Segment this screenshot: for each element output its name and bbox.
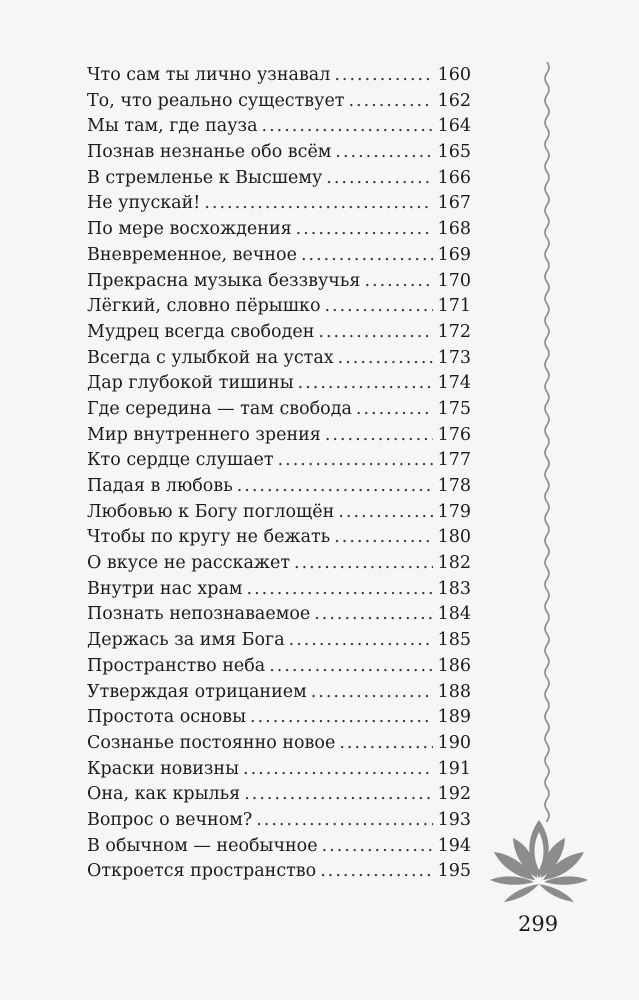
toc-entry-page: 182 <box>437 553 471 574</box>
toc-entry-page: 174 <box>437 373 471 394</box>
toc-entry <box>87 656 471 682</box>
lotus-icon <box>484 812 594 907</box>
toc-entry <box>87 707 471 733</box>
toc-entry-title: Познав незнанье обо всём <box>87 142 332 163</box>
toc-entry <box>87 630 471 656</box>
toc-entry-title: Пространство неба <box>87 655 266 676</box>
toc-entry <box>87 399 471 425</box>
toc-entry <box>87 784 471 810</box>
dot-leader <box>256 810 433 830</box>
toc-entry-page: 165 <box>437 142 471 163</box>
toc-entry-title: Вневременное, вечное <box>87 244 297 265</box>
toc-entry <box>87 296 471 322</box>
dot-leader <box>250 707 433 727</box>
toc-entry <box>87 450 471 476</box>
dot-leader <box>311 682 433 702</box>
toc-entry-title: Дар глубокой тишины <box>87 373 294 394</box>
toc-entry <box>87 193 471 219</box>
toc-entry-title: То, что реально существует <box>87 90 345 111</box>
toc-entry-title: Мы там, где пауза <box>87 116 258 137</box>
toc-entry-page: 169 <box>437 244 471 265</box>
dot-leader <box>326 168 433 188</box>
dot-leader <box>247 579 433 599</box>
toc-entry-title: По мере восхождения <box>87 219 292 240</box>
dot-leader <box>339 733 433 753</box>
toc-entry-title: Сознанье постоянно новое <box>87 732 336 753</box>
toc-entry-page: 188 <box>437 681 471 702</box>
toc-entry-page: 177 <box>437 450 471 471</box>
dot-leader <box>237 476 433 496</box>
dot-leader <box>325 425 433 445</box>
toc-entry-page: 179 <box>437 501 471 522</box>
toc-entry <box>87 682 471 708</box>
toc-entry <box>87 861 471 887</box>
toc-entry-title: Прекрасна музыка беззвучья <box>87 270 361 291</box>
toc-entry-page: 162 <box>437 90 471 111</box>
toc-entry-title: Всегда с улыбкой на устах <box>87 347 334 368</box>
dot-leader <box>356 399 433 419</box>
dot-leader <box>243 759 433 779</box>
toc-entry-page: 193 <box>437 809 471 830</box>
dot-leader <box>298 373 433 393</box>
toc-entry-page: 195 <box>437 861 471 882</box>
toc-entry-title: Мир внутреннего зрения <box>87 424 321 445</box>
toc-entry <box>87 527 471 553</box>
dot-leader <box>204 193 433 213</box>
toc-entry-page: 183 <box>437 578 471 599</box>
toc-entry <box>87 219 471 245</box>
dot-leader <box>296 219 433 239</box>
toc-entry-title: Лёгкий, словно пёрышко <box>87 296 321 317</box>
toc-entry-page: 166 <box>437 167 471 188</box>
dot-leader <box>348 91 433 111</box>
toc-entry-page: 171 <box>437 296 471 317</box>
toc-entry <box>87 271 471 297</box>
toc-entry <box>87 65 471 91</box>
toc-entry-title: Краски новизны <box>87 758 239 779</box>
dot-leader <box>262 116 434 136</box>
toc-entry-page: 173 <box>437 347 471 368</box>
toc-entry-page: 184 <box>437 604 471 625</box>
toc-entry-title: О вкусе не расскажет <box>87 553 291 574</box>
toc-entry <box>87 836 471 862</box>
toc-entry-title: Падая в любовь <box>87 476 233 496</box>
toc-entry-title: Внутри нас храм <box>87 578 243 599</box>
toc-entry-page: 191 <box>437 758 471 779</box>
dot-leader <box>364 271 433 291</box>
dot-leader <box>338 502 433 522</box>
toc-entry-page: 194 <box>437 835 471 856</box>
toc-entry <box>87 425 471 451</box>
toc-entry-title: В обычном — необычное <box>87 835 318 856</box>
toc-entry-title: Вопрос о вечном? <box>87 809 253 830</box>
dot-leader <box>324 296 433 316</box>
toc-entry-title: Чтобы по кругу не бежать <box>87 527 331 548</box>
toc-entry-page: 178 <box>437 476 471 496</box>
toc-entry-page: 170 <box>437 270 471 291</box>
toc-entry-page: 172 <box>437 321 471 342</box>
toc-entry-page: 186 <box>437 655 471 676</box>
toc-entry <box>87 476 471 502</box>
toc-entry <box>87 245 471 271</box>
toc-entry <box>87 810 471 836</box>
toc-entry-page: 167 <box>437 193 471 214</box>
toc-entry-page: 185 <box>437 630 471 651</box>
toc-entry-title: Где середина — там свобода <box>87 398 352 419</box>
dot-leader <box>294 553 433 573</box>
table-of-contents <box>87 65 471 887</box>
dot-leader <box>301 245 433 265</box>
toc-entry-title: Откроется пространство <box>87 861 317 882</box>
toc-entry-page: 192 <box>437 784 471 805</box>
dot-leader <box>334 65 433 85</box>
toc-entry <box>87 91 471 117</box>
dot-leader <box>334 527 433 547</box>
toc-entry <box>87 733 471 759</box>
toc-entry <box>87 553 471 579</box>
toc-entry-page: 160 <box>437 65 471 85</box>
toc-entry <box>87 322 471 348</box>
toc-entry-title: Мудрец всегда свободен <box>87 321 315 342</box>
toc-entry-page: 176 <box>437 424 471 445</box>
toc-entry-title: Познать непознаваемое <box>87 604 311 625</box>
toc-entry <box>87 142 471 168</box>
toc-entry-title: Не упускай! <box>87 193 201 214</box>
wavy-divider <box>538 62 556 822</box>
toc-entry <box>87 579 471 605</box>
dot-leader <box>322 836 433 856</box>
toc-entry <box>87 502 471 528</box>
toc-entry <box>87 168 471 194</box>
dot-leader <box>318 322 433 342</box>
toc-entry-title: Простота основы <box>87 707 247 728</box>
toc-entry-title: Держась за имя Бога <box>87 630 285 651</box>
toc-entry-title: В стремленье к Высшему <box>87 167 323 188</box>
toc-entry-title: Кто сердце слушает <box>87 450 274 471</box>
dot-leader <box>335 142 433 162</box>
toc-entry-page: 175 <box>437 398 471 419</box>
toc-entry <box>87 348 471 374</box>
page-number: 299 <box>518 912 559 936</box>
toc-entry-title: Она, как крылья <box>87 784 241 805</box>
dot-leader <box>338 348 433 368</box>
dot-leader <box>314 604 433 624</box>
dot-leader <box>289 630 433 650</box>
toc-entry-page: 168 <box>437 219 471 240</box>
toc-entry-title: Утверждая отрицанием <box>87 681 307 702</box>
toc-entry <box>87 604 471 630</box>
toc-entry-page: 190 <box>437 732 471 753</box>
toc-entry <box>87 116 471 142</box>
toc-entry-page: 189 <box>437 707 471 728</box>
toc-entry-page: 164 <box>437 116 471 137</box>
toc-entry <box>87 759 471 785</box>
dot-leader <box>320 861 433 881</box>
toc-entry-title: Любовью к Богу поглощён <box>87 501 335 522</box>
dot-leader <box>278 450 433 470</box>
toc-entry-title: Что сам ты лично узнавал <box>87 65 331 85</box>
dot-leader <box>244 784 433 804</box>
dot-leader <box>269 656 433 676</box>
toc-entry <box>87 373 471 399</box>
toc-entry-page: 180 <box>437 527 471 548</box>
